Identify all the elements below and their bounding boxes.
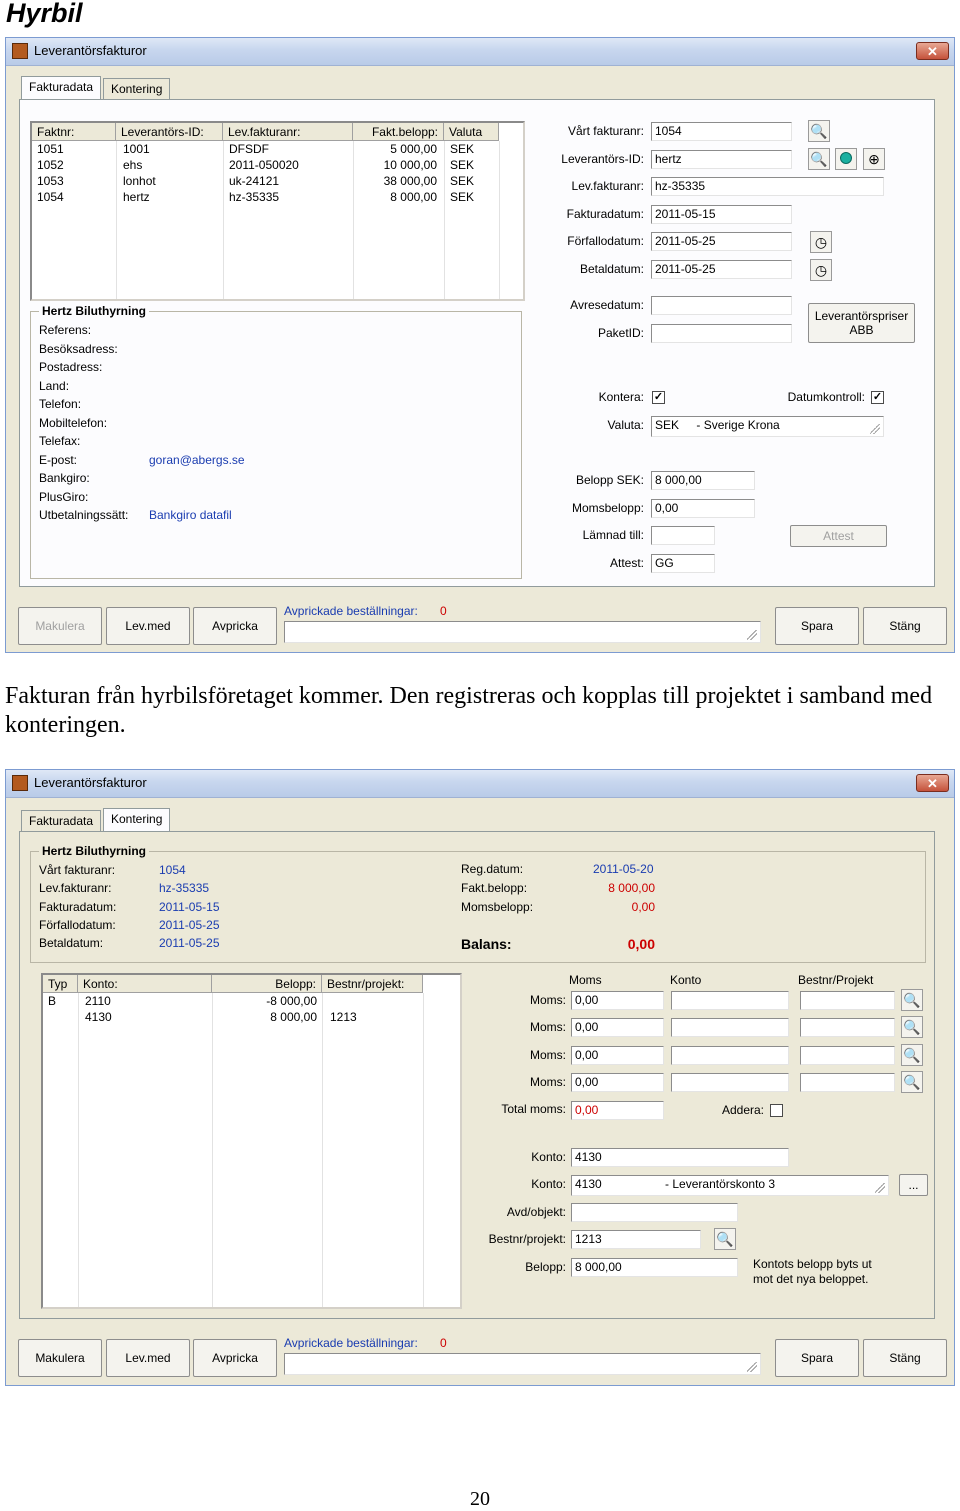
avprickade-count: 0: [440, 604, 447, 618]
window-titlebar[interactable]: [6, 38, 954, 66]
lamnad-till-field[interactable]: [651, 526, 715, 545]
label-telefon: Telefon:: [39, 397, 82, 411]
label-referens: Referens:: [39, 323, 92, 337]
table-row[interactable]: [32, 158, 523, 174]
button-label: Stäng: [889, 1351, 921, 1365]
moms-field[interactable]: 0,00: [571, 1073, 664, 1092]
column-header[interactable]: Typ: [43, 975, 78, 993]
bestnr-projekt-field[interactable]: 1213: [571, 1230, 701, 1249]
value-var-fakturanr: 1054: [159, 863, 186, 877]
button-label: Spara: [800, 1351, 834, 1365]
search-binoculars-icon[interactable]: 🔍: [901, 1044, 923, 1066]
tab-label: Fakturadata: [29, 814, 94, 828]
moms-konto-field[interactable]: [671, 991, 789, 1010]
button-label: ABB: [849, 323, 874, 337]
button-label: Avpricka: [212, 1351, 258, 1365]
spara-button[interactable]: [775, 1339, 859, 1377]
cell-leverantor: hertz: [123, 190, 150, 204]
button-label: Leverantörspriser: [814, 309, 909, 323]
grid-divider: [423, 993, 424, 1309]
button-label: Lev.med: [125, 619, 171, 633]
makulera-button[interactable]: [18, 607, 102, 645]
datumkontroll-checkbox[interactable]: ✓: [872, 391, 883, 403]
moms-konto-field[interactable]: [671, 1018, 789, 1037]
cell-belopp: -8 000,00: [266, 994, 317, 1008]
supplier-payment-method: Bankgiro datafil: [149, 508, 232, 522]
label-besoksadress: Besöksadress:: [39, 342, 118, 356]
avprickade-label: Avprickade beställningar:: [284, 1336, 418, 1350]
label-epost: E-post:: [39, 453, 78, 467]
column-header[interactable]: Faktnr:: [32, 123, 116, 141]
label-moms: Moms:: [530, 1020, 566, 1034]
tab-fakturadata[interactable]: [21, 810, 101, 832]
tab-label: Fakturadata: [29, 80, 94, 94]
cell-faktnr: 1051: [37, 142, 64, 156]
label-plusgiro: PlusGiro:: [39, 490, 89, 504]
kontera-checkbox[interactable]: ✓: [653, 391, 664, 403]
total-moms-field: 0,00: [571, 1101, 664, 1120]
column-header[interactable]: Valuta: [444, 123, 499, 141]
moms-konto-field[interactable]: [671, 1046, 789, 1065]
app-icon: [12, 775, 28, 791]
value-balans: 0,00: [627, 936, 655, 952]
tab-panel: [19, 831, 935, 1319]
column-header[interactable]: Konto:: [78, 975, 212, 993]
value-betaldatum: 2011-05-25: [159, 936, 220, 950]
label-belopp-sek: Belopp SEK:: [575, 473, 644, 487]
label-total-moms: Total moms:: [501, 1102, 566, 1116]
invoice-list-grid[interactable]: [30, 121, 525, 301]
invoice-summary-group: [30, 844, 926, 963]
column-header[interactable]: Bestnr/projekt:: [322, 975, 423, 993]
konto-note-line1: Kontots belopp byts ut: [753, 1257, 872, 1271]
cell-leverantor: 1001: [123, 142, 150, 156]
konto-name: - Leverantörskonto 3: [665, 1177, 776, 1191]
label-attest: Attest:: [609, 556, 644, 570]
cell-belopp: 8 000,00: [270, 1010, 317, 1024]
cell-typ: B: [48, 994, 57, 1008]
search-binoculars-icon[interactable]: 🔍: [808, 148, 830, 170]
label-forfallodatum: Förfallodatum:: [567, 234, 644, 248]
avprickade-field[interactable]: [284, 1353, 761, 1375]
label-forfallodatum: Förfallodatum:: [39, 918, 116, 932]
value-forfallodatum: 2011-05-25: [159, 918, 220, 932]
app-icon: [12, 43, 28, 59]
window-title: Leverantörsfakturor: [34, 43, 147, 58]
cell-belopp: 38 000,00: [383, 174, 437, 188]
value-momsbelopp: 0,00: [631, 900, 655, 914]
var-fakturanr-field[interactable]: 1054: [651, 122, 792, 141]
cell-leverantor: lonhot: [123, 174, 156, 188]
supplier-name: Hertz Biluthyrning: [39, 304, 149, 318]
status-dot-icon[interactable]: [835, 148, 857, 170]
label-bankgiro: Bankgiro:: [39, 471, 90, 485]
button-label: Spara: [800, 619, 834, 633]
konto-code: 4130: [575, 1177, 602, 1191]
label-var-fakturanr: Vårt fakturanr:: [39, 863, 116, 877]
stang-button[interactable]: [863, 607, 947, 645]
search-binoculars-icon[interactable]: 🔍: [901, 1071, 923, 1093]
zoom-magnifier-icon[interactable]: ⊕: [863, 148, 885, 170]
konto-field[interactable]: 4130: [571, 1148, 789, 1167]
cell-faktnr: 1052: [37, 158, 64, 172]
cell-valuta: SEK: [450, 142, 475, 156]
resize-grip-icon: [870, 424, 880, 434]
cell-valuta: SEK: [450, 174, 475, 188]
label-paketid: PaketID:: [597, 326, 644, 340]
table-row[interactable]: [32, 174, 523, 190]
konto-select[interactable]: [571, 1175, 889, 1196]
table-row[interactable]: [32, 190, 523, 206]
cell-levfakturanr: 2011-050020: [229, 158, 299, 172]
moms-konto-field[interactable]: [671, 1073, 789, 1092]
label-avresedatum: Avresedatum:: [570, 298, 644, 312]
page-number: 20: [470, 1488, 490, 1510]
label-fakt-belopp: Fakt.belopp:: [461, 881, 528, 895]
cell-belopp: 10 000,00: [383, 158, 437, 172]
label-fakturadatum: Fakturadatum:: [39, 900, 117, 914]
label-var-fakturanr: Vårt fakturanr:: [567, 124, 644, 138]
tab-kontering[interactable]: [103, 78, 170, 100]
forfallodatum-field[interactable]: 2011-05-25: [651, 232, 792, 251]
label-betaldatum: Betaldatum:: [579, 262, 644, 276]
belopp-field[interactable]: 8 000,00: [571, 1258, 738, 1277]
paketid-field[interactable]: [651, 324, 792, 343]
label-lamnad-till: Lämnad till:: [582, 528, 644, 542]
label-konto: Konto:: [531, 1177, 566, 1191]
supplier-email[interactable]: goran@abergs.se: [149, 453, 245, 467]
close-icon[interactable]: ✕: [916, 774, 949, 792]
supplier-name: Hertz Biluthyrning: [39, 844, 149, 858]
label-moms: Moms:: [530, 1075, 566, 1089]
search-binoculars-icon[interactable]: 🔍: [808, 120, 830, 142]
cell-levfakturanr: DFSDF: [229, 142, 269, 156]
fakturadatum-field[interactable]: 2011-05-15: [651, 205, 792, 224]
momsbelopp-field[interactable]: 0,00: [651, 499, 755, 518]
avprickade-count: 0: [440, 1336, 447, 1350]
label-betaldatum: Betaldatum:: [39, 936, 104, 950]
label-mobiltelefon: Mobiltelefon:: [39, 416, 108, 430]
value-fakturadatum: 2011-05-15: [159, 900, 220, 914]
search-binoculars-icon[interactable]: 🔍: [901, 989, 923, 1011]
betaldatum-field[interactable]: 2011-05-25: [651, 260, 792, 279]
leverantors-id-field[interactable]: hertz: [651, 150, 792, 169]
label-valuta: Valuta:: [607, 418, 644, 432]
cell-belopp: 8 000,00: [390, 190, 437, 204]
stang-button[interactable]: [863, 1339, 947, 1377]
tab-fakturadata[interactable]: [21, 76, 101, 100]
button-label: Lev.med: [125, 1351, 171, 1365]
cell-leverantor: ehs: [123, 158, 143, 172]
label-reg-datum: Reg.datum:: [461, 862, 524, 876]
supplier-info-group: [30, 304, 522, 579]
grid-divider: [212, 993, 213, 1309]
moms-column-header: Moms: [569, 973, 602, 987]
label-kontera: Kontera:: [598, 390, 644, 404]
moms-field[interactable]: 0,00: [571, 1018, 664, 1037]
label-bestnr-projekt: Bestnr/projekt:: [488, 1232, 566, 1246]
lev-fakturanr-field[interactable]: hz-35335: [651, 177, 884, 196]
label-utbetalningssatt: Utbetalningssätt:: [39, 508, 129, 522]
moms-bestnr-field[interactable]: [800, 1018, 895, 1037]
tab-label: Kontering: [111, 812, 163, 826]
label-belopp: Belopp:: [525, 1260, 566, 1274]
label-addera: Addera:: [721, 1103, 764, 1117]
moms-bestnr-field[interactable]: [800, 1073, 895, 1092]
cell-faktnr: 1053: [37, 174, 64, 188]
moms-bestnr-field[interactable]: [800, 991, 895, 1010]
window-titlebar[interactable]: [6, 770, 954, 798]
label-datumkontroll: Datumkontroll:: [787, 390, 865, 404]
moms-field[interactable]: 0,00: [571, 1046, 664, 1065]
label-postadress: Postadress:: [39, 360, 103, 374]
cell-levfakturanr: uk-24121: [229, 174, 280, 188]
avpricka-button[interactable]: [193, 607, 277, 645]
label-moms: Moms:: [530, 993, 566, 1007]
cell-valuta: SEK: [450, 190, 475, 204]
attest-button[interactable]: Attest: [790, 525, 887, 547]
resize-grip-icon: [875, 1183, 885, 1193]
konto-column-header: Konto: [670, 973, 702, 987]
resize-grip-icon: [747, 1362, 757, 1372]
cell-valuta: SEK: [450, 158, 475, 172]
avresedatum-field[interactable]: [651, 296, 792, 315]
cell-belopp: 5 000,00: [390, 142, 437, 156]
clock-icon[interactable]: ◷: [810, 259, 832, 281]
valuta-code: SEK: [655, 418, 680, 432]
avprickade-field[interactable]: [284, 621, 761, 643]
makulera-button[interactable]: [18, 1339, 102, 1377]
grid-divider: [78, 993, 79, 1309]
cell-bestnr: 1213: [330, 1010, 357, 1024]
addera-checkbox[interactable]: [770, 1104, 783, 1117]
valuta-name: - Sverige Krona: [696, 418, 780, 432]
tab-label: Kontering: [111, 82, 163, 96]
cell-faktnr: 1054: [37, 190, 64, 204]
page-heading: Hyrbil: [6, 0, 83, 28]
moms-field[interactable]: 0,00: [571, 991, 664, 1010]
avprickade-label: Avprickade beställningar:: [284, 604, 418, 618]
label-lev-fakturanr: Lev.fakturanr:: [571, 179, 644, 193]
button-label: Avpricka: [212, 619, 258, 633]
grid-divider: [322, 993, 323, 1309]
label-leverantors-id: Leverantörs-ID:: [561, 152, 644, 166]
caption-text: Fakturan från hyrbilsföretaget kommer. Den registreras och kopplas till projektet i samband med konteringen.: [5, 683, 933, 738]
tab-kontering[interactable]: [103, 808, 170, 832]
search-binoculars-icon[interactable]: 🔍: [714, 1228, 736, 1250]
clock-icon[interactable]: ◷: [810, 231, 832, 253]
bestnr-column-header: Bestnr/Projekt: [798, 973, 874, 987]
value-reg-datum: 2011-05-20: [593, 862, 654, 876]
button-label: Makulera: [35, 1351, 85, 1365]
button-label: Makulera: [35, 619, 85, 633]
label-konto: Konto:: [531, 1150, 566, 1164]
value-fakt-belopp: 8 000,00: [608, 881, 655, 895]
moms-bestnr-field[interactable]: [800, 1046, 895, 1065]
label-land: Land:: [39, 379, 70, 393]
tab-panel: [19, 99, 935, 587]
browse-button[interactable]: ...: [899, 1174, 928, 1196]
belopp-sek-field[interactable]: 8 000,00: [651, 471, 755, 490]
table-row[interactable]: [43, 994, 460, 1010]
attest-field[interactable]: GG: [651, 554, 715, 573]
window-title: Leverantörsfakturor: [34, 775, 147, 790]
cell-konto: 4130: [85, 1010, 112, 1024]
label-momsbelopp: Momsbelopp:: [461, 900, 534, 914]
invoice-window-kontering: [5, 769, 955, 1386]
column-header[interactable]: Fakt.belopp:: [353, 123, 444, 141]
label-lev-fakturanr: Lev.fakturanr:: [39, 881, 112, 895]
kontering-grid[interactable]: [41, 973, 462, 1309]
cell-levfakturanr: hz-35335: [229, 190, 280, 204]
label-momsbelopp: Momsbelopp:: [571, 501, 644, 515]
valuta-select[interactable]: [651, 416, 884, 437]
label-balans: Balans:: [461, 936, 512, 952]
label-fakturadatum: Fakturadatum:: [566, 207, 644, 221]
label-telefax: Telefax:: [39, 434, 81, 448]
lev-med-button[interactable]: [106, 1339, 190, 1377]
button-label: Stäng: [889, 619, 921, 633]
cell-konto: 2110: [85, 994, 111, 1008]
label-avd-objekt: Avd/objekt:: [506, 1205, 566, 1219]
konto-note-line2: mot det nya beloppet.: [753, 1272, 869, 1286]
table-row[interactable]: [32, 142, 523, 158]
lev-med-button[interactable]: [106, 607, 190, 645]
avpricka-button[interactable]: [193, 1339, 277, 1377]
label-moms: Moms:: [530, 1048, 566, 1062]
close-icon[interactable]: ✕: [916, 42, 949, 60]
column-header[interactable]: Leverantörs-ID:: [116, 123, 223, 141]
table-row[interactable]: [43, 1010, 460, 1026]
avd-objekt-field[interactable]: [571, 1203, 738, 1222]
value-lev-fakturanr: hz-35335: [159, 881, 210, 895]
search-binoculars-icon[interactable]: 🔍: [901, 1016, 923, 1038]
column-header[interactable]: Lev.fakturanr:: [223, 123, 353, 141]
spara-button[interactable]: [775, 607, 859, 645]
resize-grip-icon: [747, 630, 757, 640]
column-header[interactable]: Belopp:: [212, 975, 322, 993]
leverantorspriser-button[interactable]: [808, 303, 915, 343]
invoice-window-fakturadata: [5, 37, 955, 653]
